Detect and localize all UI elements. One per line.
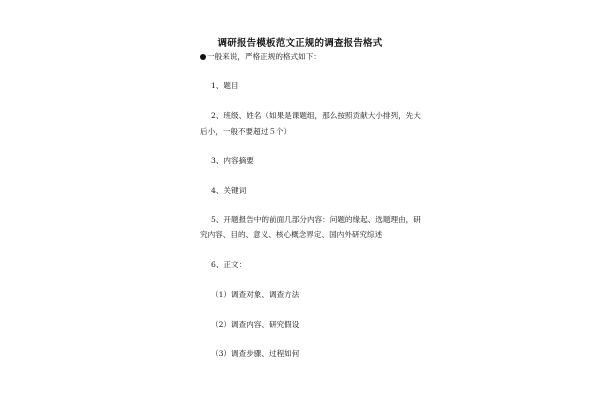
item-sub1: （1）调查对象、调查方法 bbox=[211, 290, 300, 299]
item-opening-line1: 5、开题报告中的前面几部分内容：问题的缘起、选题理由，研 bbox=[211, 215, 421, 224]
item-opening-line2: 究内容、目的、意义、核心概念界定、国内外研究综述 bbox=[200, 230, 383, 239]
document-title: 调研报告模板范文正规的调查报告格式 bbox=[217, 38, 383, 49]
intro-line bbox=[200, 51, 321, 63]
item-class-name-line2: 后小，一般不要超过５个） bbox=[200, 127, 292, 136]
item-sub2: （2）调查内容、研究假设 bbox=[211, 320, 300, 329]
item-sub3: （3）调查步骤、过程如何 bbox=[211, 349, 300, 358]
intro-text: 一般来说，严格正规的格式如下： bbox=[207, 52, 321, 61]
item-title: 1、题目 bbox=[211, 81, 239, 90]
item-class-name-line1: 2、班级、姓名（如果是课题组，那么按照贡献大小排列，先大 bbox=[211, 111, 421, 120]
item-abstract: 3、内容摘要 bbox=[211, 156, 254, 165]
item-keywords: 4、关键词 bbox=[211, 186, 247, 195]
bullet-icon bbox=[200, 54, 206, 60]
item-body: 6、正文： bbox=[211, 260, 247, 269]
